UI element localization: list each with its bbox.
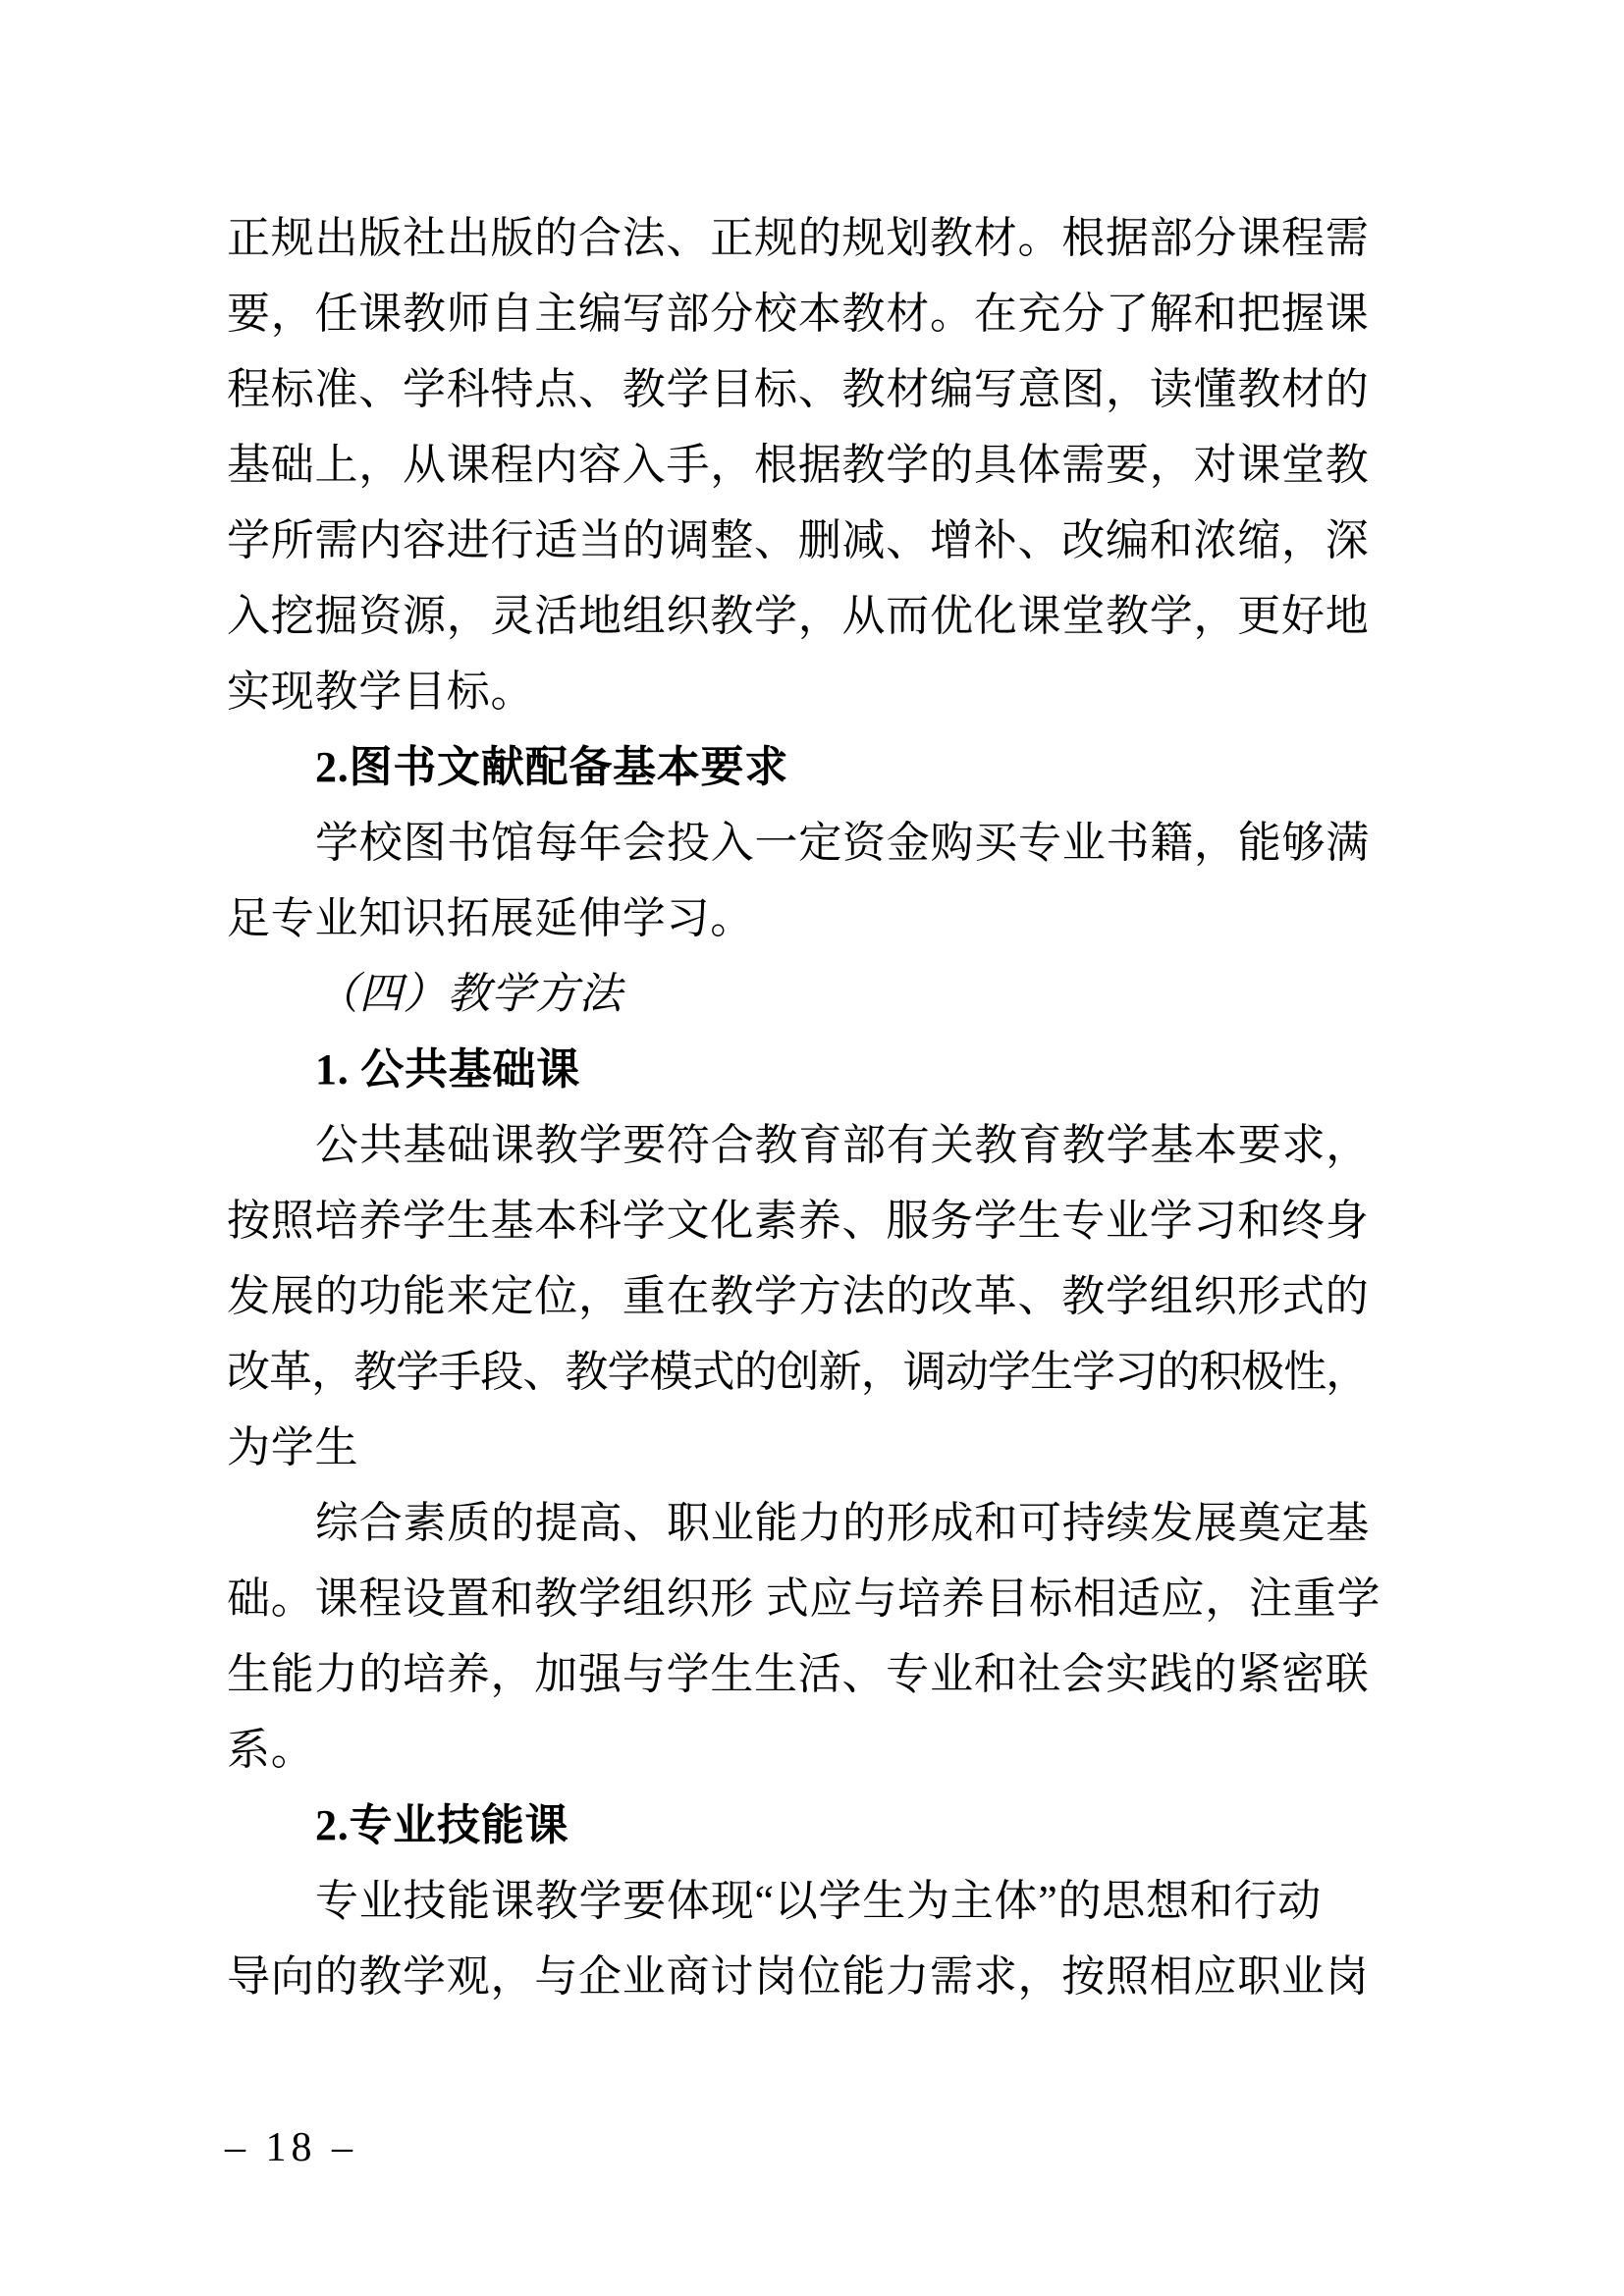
text-line: 生能力的培养，加强与学生生活、专业和社会实践的紧密联 [227,1650,1370,1698]
text-block [227,200,1381,2014]
text-line: 为学生 [227,1423,359,1471]
text-line: 导向的教学观，与企业商讨岗位能力需求，按照相应职业岗 [227,1952,1370,2001]
text-line: 系。 [227,1726,315,1774]
heading-public-basic-courses: 1. 公共基础课 [315,1045,580,1094]
page-number: – 18 – [225,2125,357,2170]
text-line: 学校图书馆每年会投入一定资金购买专业书籍，能够满 [315,819,1370,867]
text-line: 专业技能课教学要体现“以学生为主体”的思想和行动 [315,1877,1323,1925]
heading-teaching-methods: （四）教学方法 [315,970,623,1018]
text-line: 公共基础课教学要符合教育部有关教育教学基本要求， [315,1121,1370,1169]
heading-professional-skills-courses: 2.专业技能课 [315,1801,569,1849]
text-line: 基础上，从课程内容入手，根据教学的具体需要，对课堂教 [227,441,1370,489]
text-line: 础。课程设置和教学组织形 式应与培养目标相适应，注重学 [227,1575,1381,1623]
text-line: 程标准、学科特点、教学目标、教材编写意图，读懂教材的 [227,365,1370,413]
text-line: 足专业知识拓展延伸学习。 [227,894,754,942]
heading-library-requirements: 2.图书文献配备基本要求 [315,743,788,791]
text-line: 要，任课教师自主编写部分校本教材。在充分了解和把握课 [227,290,1370,338]
text-line: 改革，教学手段、教学模式的创新，调动学生学习的积极性， [227,1348,1369,1396]
text-line: 按照培养学生基本科学文化素养、服务学生专业学习和终身 [227,1197,1370,1245]
text-line: 实现教学目标。 [227,667,535,716]
text-line: 正规出版社出版的合法、正规的规划教材。根据部分课程需 [227,214,1370,262]
text-line: 学所需内容进行适当的调整、删减、增补、改编和浓缩，深 [227,516,1370,564]
text-line: 综合素质的提高、职业能力的形成和可持续发展奠定基 [315,1499,1370,1547]
text-line: 发展的功能来定位，重在教学方法的改革、教学组织形式的 [227,1272,1370,1320]
text-line: 入挖掘资源，灵活地组织教学，从而优化课堂教学，更好地 [227,592,1370,640]
